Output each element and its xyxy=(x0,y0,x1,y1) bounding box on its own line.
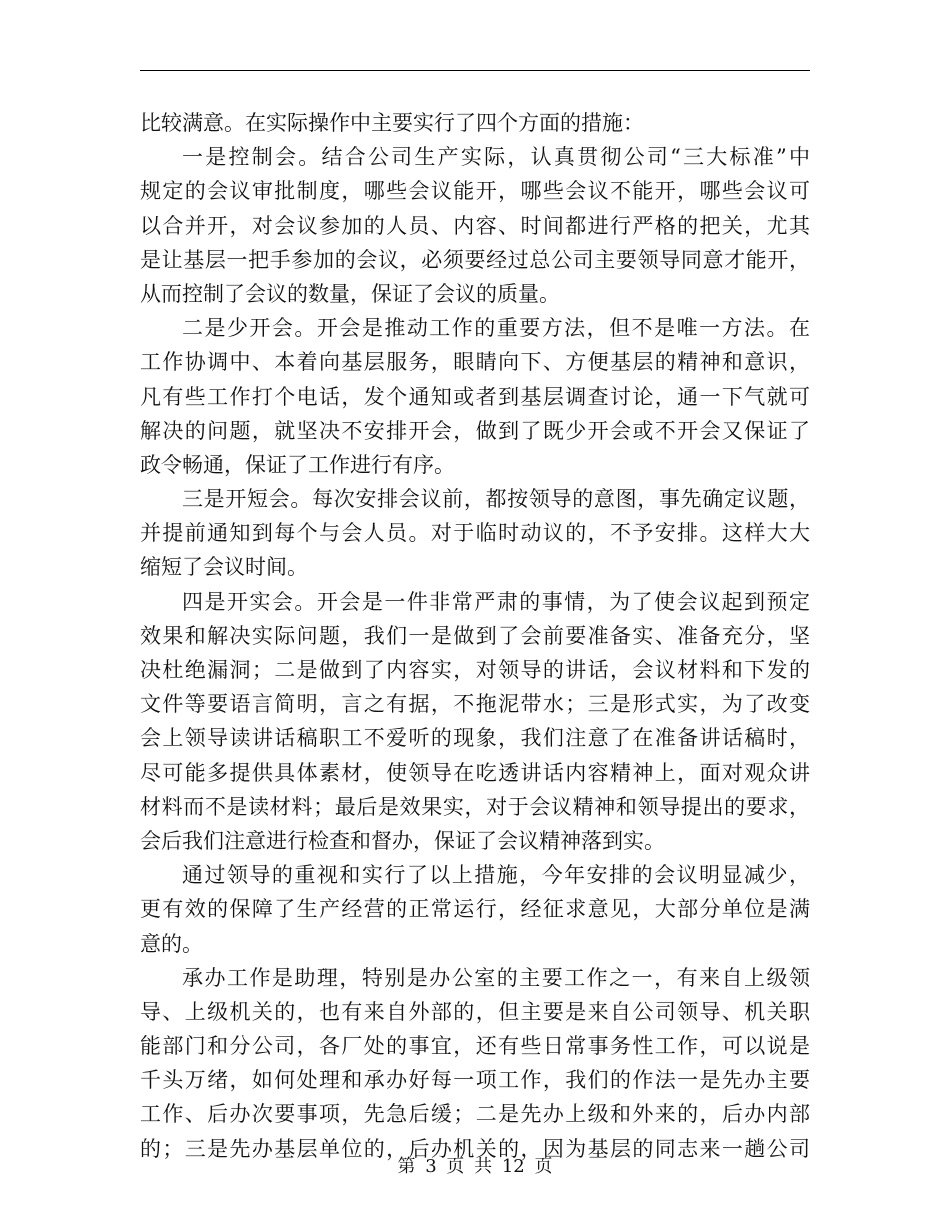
text-line: 以合并开，对会议参加的人员、内容、时间都进行严格的把关，尤其 xyxy=(140,213,810,238)
text-line: 决杜绝漏洞；二是做到了内容实，对领导的讲话，会议材料和下发的 xyxy=(140,658,810,682)
text-line: 工作、后办次要事项，先急后缓；二是先办上级和外来的，后办内部 xyxy=(140,1102,810,1127)
text-line: 凡有些工作打个电话，发个通知或者到基层调查讨论，通一下气就可 xyxy=(140,384,810,409)
text-line: 四是开实会。开会是一件非常严肃的事情，为了使会议起到预定 xyxy=(182,589,810,614)
document-body xyxy=(140,106,810,1166)
text-line: 能部门和分公司，各厂处的事宜，还有些日常事务性工作，可以说是 xyxy=(140,1034,810,1059)
text-line: 是让基层一把手参加的会议，必须要经过总公司主要领导同意才能开， xyxy=(140,247,810,272)
text-line: 缩短了会议时间。 xyxy=(140,555,308,580)
text-line: 政令畅通，保证了工作进行有序。 xyxy=(140,452,455,477)
text-line: 会上领导读讲话稿职工不爱听的现象，我们注意了在准备讲话稿时， xyxy=(140,726,810,751)
text-line: 材料而不是读材料；最后是效果实，对于会议精神和领导提出的要求， xyxy=(140,794,810,819)
text-line: 通过领导的重视和实行了以上措施，今年安排的会议明显减少， xyxy=(182,863,810,888)
page-footer: 第 3 页 共 12 页 xyxy=(397,1156,553,1177)
text-line: 尽可能多提供具体素材，使领导在吃透讲话内容精神上，面对观众讲 xyxy=(140,760,810,785)
text-line: 一是控制会。结合公司生产实际，认真贯彻公司“三大标准”中 xyxy=(182,145,810,170)
text-line: 承办工作是助理，特别是办公室的主要工作之一，有来自上级领 xyxy=(182,965,810,990)
text-line: 千头万绪，如何处理和承办好每一项工作，我们的作法一是先办主要 xyxy=(140,1068,810,1093)
text-line: 导、上级机关的，也有来自外部的，但主要是来自公司领导、机关职 xyxy=(140,999,810,1024)
text-line: 更有效的保障了生产经营的正常运行，经征求意见，大部分单位是满 xyxy=(140,897,810,922)
text-line: 从而控制了会议的数量，保证了会议的质量。 xyxy=(140,281,560,306)
text-line: 效果和解决实际问题，我们一是做到了会前要准备实、准备充分，坚 xyxy=(140,623,810,648)
text-line: 会后我们注意进行检查和督办，保证了会议精神落到实。 xyxy=(140,828,665,853)
text-line: 解决的问题，就坚决不安排开会，做到了既少开会或不开会又保证了 xyxy=(140,418,810,443)
text-line: 比较满意。在实际操作中主要实行了四个方面的措施： xyxy=(140,111,644,135)
text-line: 工作协调中、本着向基层服务，眼睛向下、方便基层的精神和意识， xyxy=(140,350,810,375)
text-line: 二是少开会。开会是推动工作的重要方法，但不是唯一方法。在 xyxy=(182,316,810,341)
text-line: 并提前通知到每个与会人员。对于临时动议的，不予安排。这样大大 xyxy=(140,521,810,546)
text-line: 文件等要语言简明，言之有据，不拖泥带水；三是形式实，为了改变 xyxy=(140,692,810,717)
text-line: 三是开短会。每次安排会议前，都按领导的意图，事先确定议题， xyxy=(182,487,810,512)
text-line: 规定的会议审批制度，哪些会议能开，哪些会议不能开，哪些会议可 xyxy=(140,179,810,204)
text-line: 意的。 xyxy=(140,931,203,956)
header-rule xyxy=(140,70,810,71)
text-line: 的；三是先办基层单位的，后办机关的，因为基层的同志来一趟公司 xyxy=(140,1136,810,1161)
